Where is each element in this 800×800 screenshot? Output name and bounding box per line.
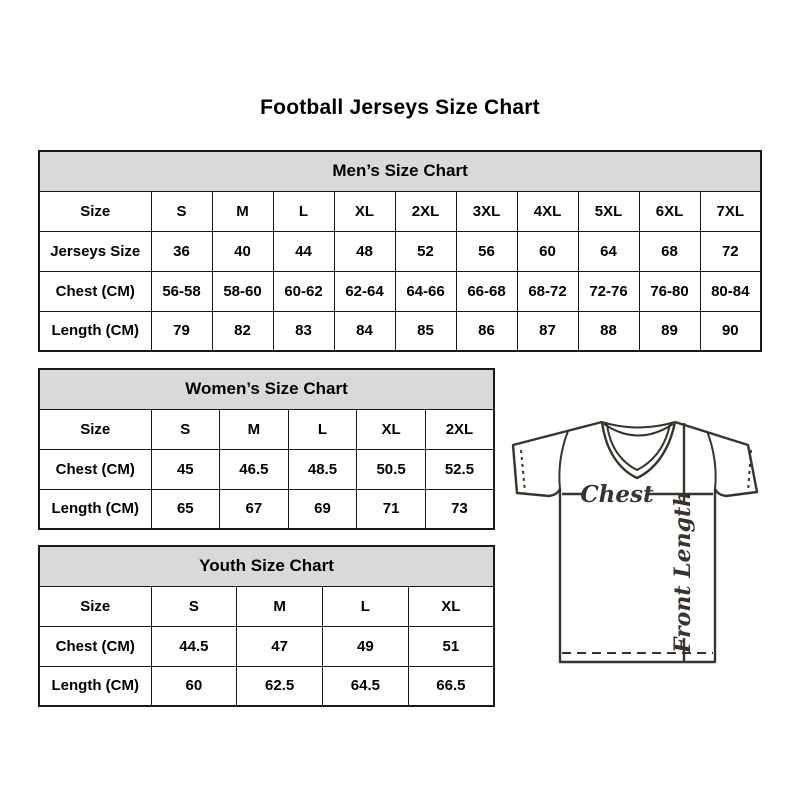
cell: 48 xyxy=(334,231,395,271)
mens-table-title: Men’s Size Chart xyxy=(39,151,761,191)
table-row xyxy=(39,311,761,351)
row-label: Chest (CM) xyxy=(39,449,151,489)
cell: 79 xyxy=(151,311,212,351)
youth-table-title: Youth Size Chart xyxy=(39,546,494,586)
mens-size-chart-table xyxy=(38,150,762,352)
cell: 2XL xyxy=(395,191,456,231)
cell: 83 xyxy=(273,311,334,351)
row-label: Length (CM) xyxy=(39,666,151,706)
cell: 52 xyxy=(395,231,456,271)
cell: L xyxy=(288,409,357,449)
table-row xyxy=(39,151,761,191)
cell: 7XL xyxy=(700,191,761,231)
row-label: Chest (CM) xyxy=(39,626,151,666)
cell: 68 xyxy=(639,231,700,271)
cell: 88 xyxy=(578,311,639,351)
row-label: Length (CM) xyxy=(39,489,151,529)
cell: 46.5 xyxy=(220,449,289,489)
cell: S xyxy=(151,191,212,231)
cell: 60 xyxy=(151,666,237,706)
chest-measure-label: Chest xyxy=(580,481,654,508)
cell: 52.5 xyxy=(425,449,494,489)
table-row xyxy=(39,626,494,666)
cell: 71 xyxy=(357,489,426,529)
womens-size-chart-table xyxy=(38,368,495,530)
table-row xyxy=(39,409,494,449)
cell: M xyxy=(237,586,323,626)
cell: 73 xyxy=(425,489,494,529)
cell: 82 xyxy=(212,311,273,351)
cell: 66-68 xyxy=(456,271,517,311)
cell: L xyxy=(273,191,334,231)
cell: 50.5 xyxy=(357,449,426,489)
collar-back-arc-outer xyxy=(602,422,675,428)
cell: S xyxy=(151,586,237,626)
cell: 6XL xyxy=(639,191,700,231)
cell: 60 xyxy=(517,231,578,271)
cell: 64.5 xyxy=(323,666,409,706)
youth-size-chart-table xyxy=(38,545,495,707)
cuff-dashed-line-left xyxy=(521,450,525,492)
cell: 68-72 xyxy=(517,271,578,311)
front-length-measure-label: Front Length xyxy=(670,490,696,654)
table-row xyxy=(39,369,494,409)
cell: 84 xyxy=(334,311,395,351)
womens-table-title: Women’s Size Chart xyxy=(39,369,494,409)
table-row xyxy=(39,666,494,706)
cell: 80-84 xyxy=(700,271,761,311)
jersey-outline xyxy=(513,422,757,662)
row-label: Length (CM) xyxy=(39,311,151,351)
armhole-seam-right xyxy=(707,431,716,489)
cell: 56-58 xyxy=(151,271,212,311)
cell: 66.5 xyxy=(408,666,494,706)
cell: 49 xyxy=(323,626,409,666)
cell: 72 xyxy=(700,231,761,271)
cell: 85 xyxy=(395,311,456,351)
armhole-seam-left xyxy=(559,431,568,489)
cell: 60-62 xyxy=(273,271,334,311)
cell: 86 xyxy=(456,311,517,351)
jersey-measurement-diagram xyxy=(500,400,800,700)
cell: 44 xyxy=(273,231,334,271)
table-row xyxy=(39,449,494,489)
cell: 45 xyxy=(151,449,220,489)
table-row xyxy=(39,489,494,529)
cell: 67 xyxy=(220,489,289,529)
cell: 2XL xyxy=(425,409,494,449)
cell: 40 xyxy=(212,231,273,271)
cell: 87 xyxy=(517,311,578,351)
cell: 48.5 xyxy=(288,449,357,489)
cell: 62.5 xyxy=(237,666,323,706)
cell: L xyxy=(323,586,409,626)
cell: XL xyxy=(408,586,494,626)
row-label: Size xyxy=(39,586,151,626)
table-row xyxy=(39,546,494,586)
table-row xyxy=(39,231,761,271)
row-label: Size xyxy=(39,409,151,449)
cell: M xyxy=(212,191,273,231)
cell: XL xyxy=(334,191,395,231)
cell: S xyxy=(151,409,220,449)
cell: 44.5 xyxy=(151,626,237,666)
cell: 4XL xyxy=(517,191,578,231)
cell: 89 xyxy=(639,311,700,351)
row-label: Chest (CM) xyxy=(39,271,151,311)
cell: 69 xyxy=(288,489,357,529)
cell: 90 xyxy=(700,311,761,351)
page-title: Football Jerseys Size Chart xyxy=(260,96,540,119)
cell: 36 xyxy=(151,231,212,271)
cell: 65 xyxy=(151,489,220,529)
cell: 51 xyxy=(408,626,494,666)
cell: 5XL xyxy=(578,191,639,231)
cell: M xyxy=(220,409,289,449)
cell: 64 xyxy=(578,231,639,271)
row-label: Size xyxy=(39,191,151,231)
table-row xyxy=(39,191,761,231)
cell: 58-60 xyxy=(212,271,273,311)
table-row xyxy=(39,271,761,311)
cell: 47 xyxy=(237,626,323,666)
cell: 62-64 xyxy=(334,271,395,311)
cell: 76-80 xyxy=(639,271,700,311)
cell: 56 xyxy=(456,231,517,271)
cell: XL xyxy=(357,409,426,449)
table-row xyxy=(39,586,494,626)
cell: 3XL xyxy=(456,191,517,231)
cell: 72-76 xyxy=(578,271,639,311)
row-label: Jerseys Size xyxy=(39,231,151,271)
cell: 64-66 xyxy=(395,271,456,311)
